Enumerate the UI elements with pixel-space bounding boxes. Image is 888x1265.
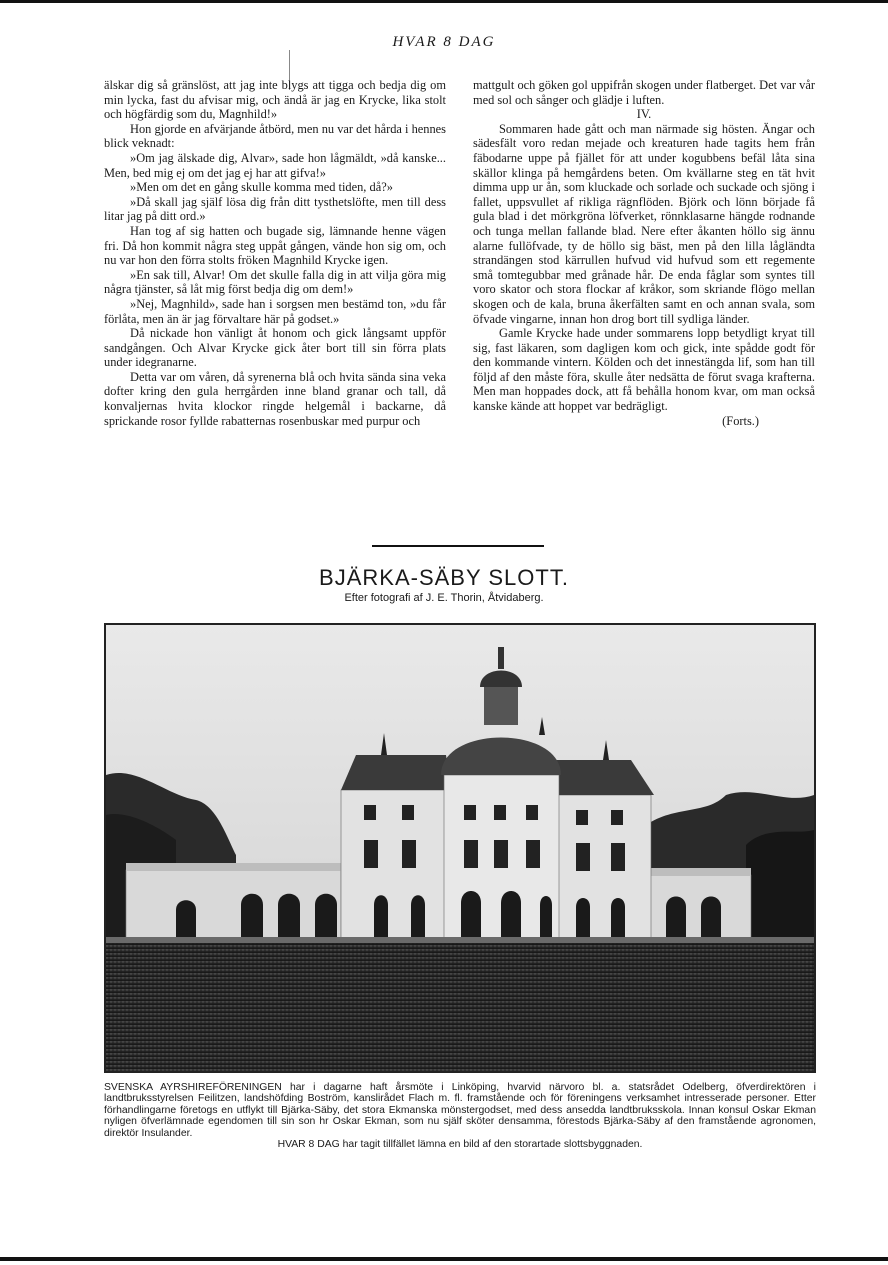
paragraph: Han tog af sig hatten och bugade sig, lämnande henne vägen fri. Då hon kommit några steg uppåt gången, vände hon sig om, och nu var hon den förra stolts fröken Magnhild Krycke igen.	[104, 223, 446, 268]
section-divider	[372, 545, 544, 547]
paragraph: Gamle Krycke hade under sommarens lopp betydligt kryat till sig, fast läkaren, som dagligen kom och gick, inte spådde godt för den kommande vintern. Kölden och det innestängda lif, som han till följd af den måste föra, skulle åter nedsätta de förut svaga krafterna. Men man hoppades dock, att få behålla honom kvar, om man också kanske kände att hoppet var bedrägligt.	[473, 326, 815, 414]
left-column	[104, 78, 446, 428]
paragraph: »Då skall jag själf lösa dig från ditt tysthetslöfte, men till dess litar jag på ditt ord.»	[104, 194, 446, 224]
bottom-rule	[0, 1257, 888, 1261]
paragraph: älskar dig så gränslöst, att jag inte blygs att tigga och bedja dig om min lycka, fast du afvisar mig, och ändå är jag en Krycke, lika stolt och högfärdig som du, Magnhild!»	[104, 78, 446, 122]
section-number: IV.	[636, 107, 652, 122]
castle-illustration	[106, 625, 814, 1071]
right-column	[473, 78, 815, 428]
paragraph: »Om jag älskade dig, Alvar», sade hon lågmäldt, »då kanske... Men, bed mig ej om det jag ej har att gifva!»	[104, 150, 446, 180]
caption-last-line: HVAR 8 DAG har tagit tillfället lämna en bild af den storartade slottsbyggnaden.	[277, 1139, 643, 1151]
paragraph: »En sak till, Alvar! Om det skulle falla dig in att vilja göra mig några tjänster, så låt mig först bedja dig om dem!»	[104, 267, 446, 297]
paragraph: »Nej, Magnhild», sade han i sorgsen men bestämd ton, »du får förlåta, men än är jag förvaltare här på godset.»	[104, 296, 446, 326]
paragraph: Sommaren hade gått och man närmade sig hösten. Ängar och sädesfält voro redan mejade och kreaturen hade tagits hem från fäbodarne uppe på fjället för att under kogubbens befäl låta sina skällor klinga på hemgårdens beten. Om kvällarne steg en tät hvit dimma upp ur ån, som kluckade och sorlade och suckade och sjöng i fallet, uppsvullet af rikliga rägnflöden. Björk och lönn började få gula blad i det mörkgröna löfverket, rönnklasarne hängde rodnande och tunga mellan fallande blad. Nere efter åkanten höllo sig ännu alarne fullöfvade, ty de höllo sig bäst, men på den lilla lågländta strandängen stod kärrullen hufvud vid hufvud som ett regemente små tomtegubbar med grånade hår. De enda fåglar som syntes till voro skator och stora flockar af kråkor, som skriande flögo mellan skogen och de kala, bruna åkerfälten samt en och annan svala, som öfvade vingarne, innan hon drog bort till sydliga länder.	[473, 121, 815, 326]
paragraph: Hon gjorde en afvärjande åtbörd, men nu var det hårda i hennes blick veknadt:	[104, 121, 446, 151]
castle-photograph	[104, 623, 816, 1073]
top-rule	[0, 0, 888, 3]
paragraph: Detta var om våren, då syrenerna blå och hvita sända sina veka dofter kring den gula herrgården inne bland granar och tall, då konvaljernas hvita klockor ringde helgemål i backarne, då sprickande rosor fyllde rabatternas rosenbuskar med purpur och	[104, 369, 446, 428]
caption-body: SVENSKA AYRSHIREFÖRENINGEN har i dagarne haft årsmöte i Linköping, hvarvid närvoro bl. a. statsrådet Odelberg, öfverdirektören i landtbruksstyrelsen Feilitzen, landshöfding Boström, kanslirådet Flach m. fl. framstående och för föreningens verksamhet intresserade personer. Etter förhandlingarne företogs en utflykt till Bjärka-Säby, det stora Ekmanska mönstergodset, med dess ansedda landtbruksskola. Innan konsul Oskar Ekman nyligen öfverlämnade egendomen till sin son hr Oskar Ekman, som nu själf sköter densamma, förestods Bjärka-Säby af den framstående agronomen, direktör Insulander.	[104, 1082, 816, 1139]
paragraph: Då nickade hon vänligt åt honom och gick långsamt uppför sandgången. Och Alvar Krycke gick åter bort till sin förra plats under idegranarne.	[104, 326, 446, 370]
photo-caption	[104, 1082, 816, 1150]
paragraph: »Men om det en gång skulle komma med tiden, då?»	[130, 180, 393, 195]
paragraph: mattgult och göken gol uppifrån skogen under flatberget. Det var vår med sol och sånger och glädje i luften.	[473, 78, 815, 107]
continued-note: (Forts.)	[722, 413, 759, 428]
running-header: HVAR 8 DAG	[392, 34, 496, 50]
article-title: BJÄRKA-SÄBY SLOTT.	[319, 565, 569, 590]
photo-credit: Efter fotografi af J. E. Thorin, Åtvidaberg.	[344, 592, 544, 604]
